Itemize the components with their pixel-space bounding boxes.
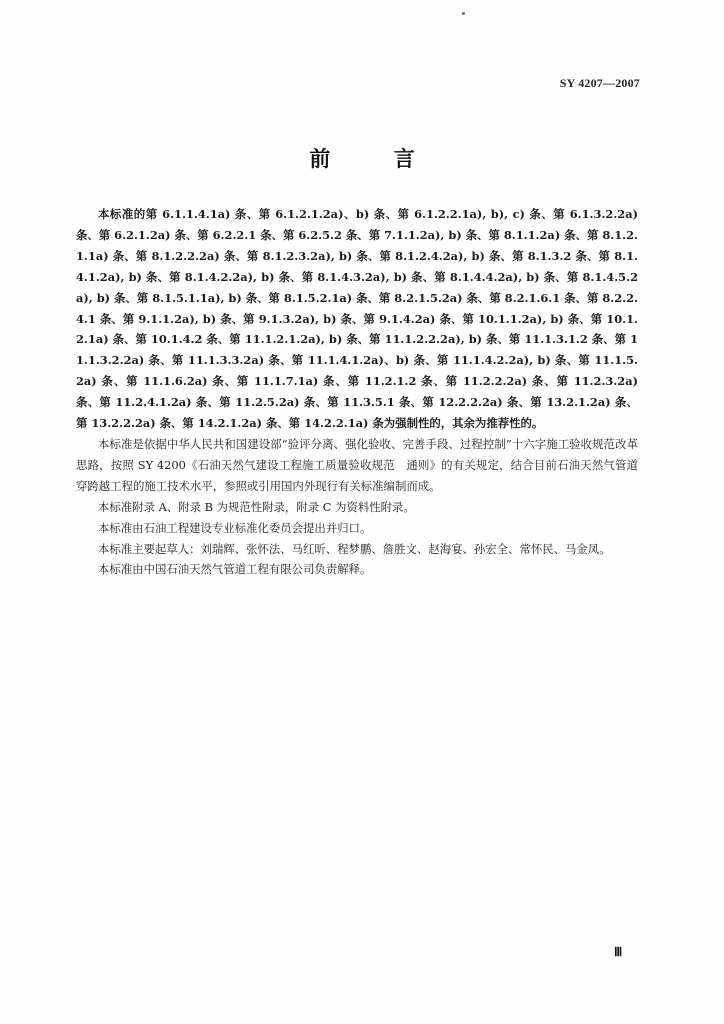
- page-number: Ⅲ: [614, 945, 623, 959]
- scan-speck: [462, 12, 465, 15]
- page-title: 前 言: [309, 147, 443, 171]
- appendix-paragraph: 本标准附录 A、附录 B 为规范性附录，附录 C 为资料性附录。: [98, 499, 415, 514]
- standard-code: SY 4207—2007: [559, 76, 640, 90]
- interpretation-paragraph: 本标准由中国石油天然气管道工程有限公司负责解释。: [98, 562, 372, 577]
- proposer-paragraph: 本标准由石油工程建设专业标准化委员会提出并归口。: [98, 520, 372, 535]
- drafters-paragraph: 本标准主要起草人：刘瑞辉、张怀法、马红昕、程梦鹏、詹胜文、赵海宴、孙宏全、常怀民、马金凤。: [98, 541, 611, 556]
- basis-paragraph: 本标准是依据中华人民共和国建设部“验评分离、强化验收、完善手段、过程控制”十六字施工验收规范改革思路，按照 SY 4200《石油天然气建设工程施工质量验收规范 通则》的有关规定，结合目前石油天然气管道穿跨越工程的施工技术水平，参照或引用国内外现行有关标准编制而成。: [76, 436, 638, 493]
- mandatory-clauses-paragraph: 本标准的第 6.1.1.4.1a) 条、第 6.1.2.1.2a)、b) 条、第 6.1.2.2.1a), b), c) 条、第 6.1.3.2.2a) 条、第 6.2.1.2a) 条、第 6.2.2.1 条、第 6.2.5.2 条、第 7.1.1.2a), b) 条、第 8.1.1.2a) 条、第 8.1.2.1.1a) 条、第 8.1.2.2.2a) 条、第 8.1.2.3.2a), b) 条、第 8.1.2.4.2a), b) 条、第 8.1.3.2 条、第 8.1.4.1.2a), b) 条、第 8.1.4.2.2a), b) 条、第 8.1.4.3.2a), b) 条、第 8.1.4.4.2a), b) 条、第 8.1.4.5.2a), b) 条、第 8.1.5.1.1a), b) 条、第 8.1.5.2.1a) 条、第 8.2.1.5.2a) 条、第 8.2.1.6.1 条、第 8.2.2.4.1 条、第 9.1.1.2a), b) 条、第 9.1.3.2a), b) 条、第 9.1.4.2a) 条、第 10.1.1.2a), b) 条、第 10.1.2.1a) 条、第 10.1.4.2 条、第 11.1.2.1.2a), b) 条、第 11.1.2.2.2a), b) 条、第 11.1.3.1.2 条、第 11.1.3.2.2a) 条、第 11.1.3.3.2a) 条、第 11.1.4.1.2a)、b) 条、第 11.1.4.2.2a), b) 条、第 11.1.5.2a) 条、第 11.1.6.2a) 条、第 11.1.7.1a) 条、第 11.2.1.2 条、第 11.2.2.2a) 条、第 11.2.3.2a) 条、第 11.2.4.1.2a) 条、第 11.2.5.2a) 条、第 11.3.5.1 条、第 12.2.2.2a) 条、第 13.2.1.2a) 条、第 13.2.2.2a) 条、第 14.2.1.2a) 条、第 14.2.2.1a) 条为强制性的，其余为推荐性的。: [76, 207, 638, 431]
- foreword-body: [76, 204, 638, 580]
